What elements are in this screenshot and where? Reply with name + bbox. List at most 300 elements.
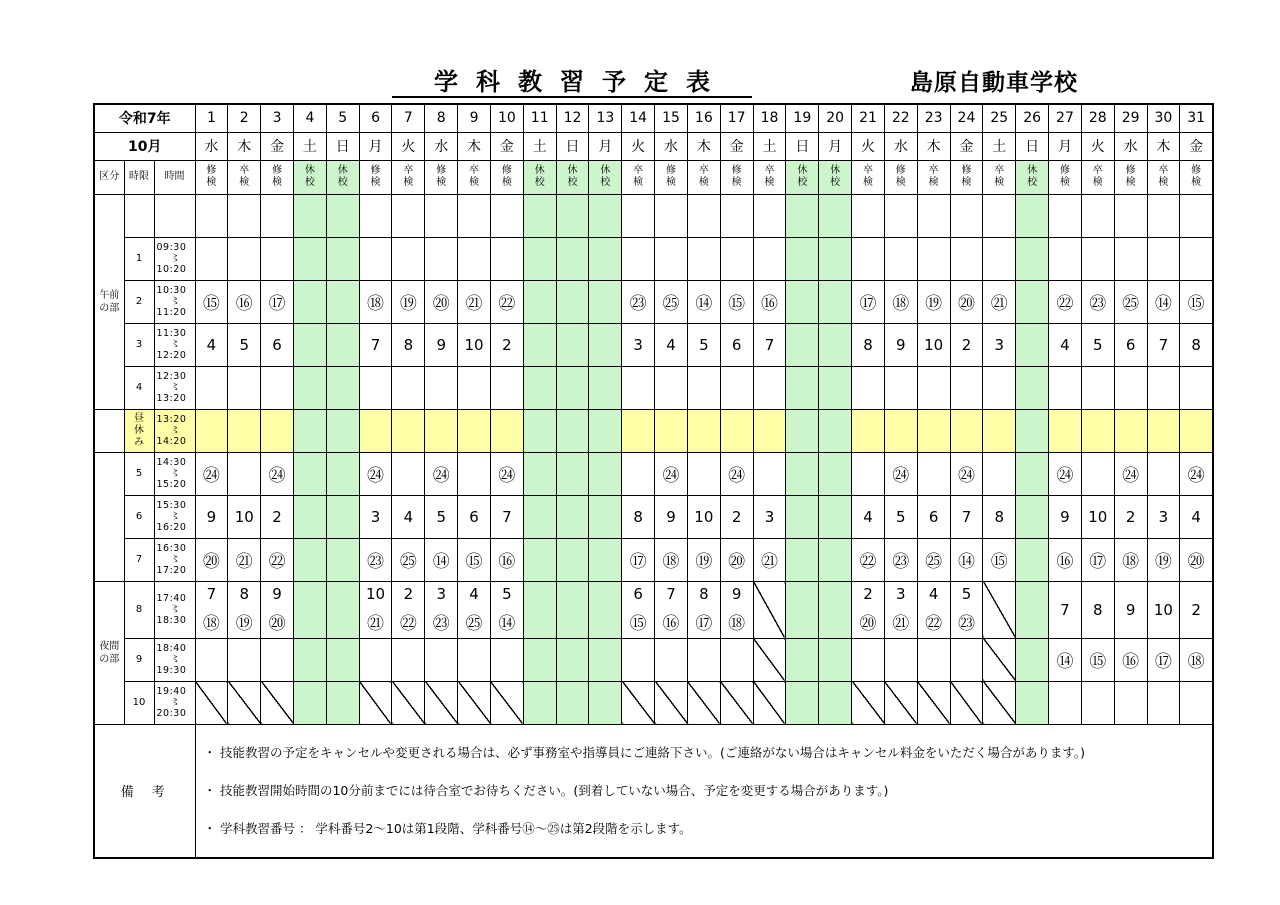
lesson-number: 2 <box>961 336 972 354</box>
schedule-cell <box>786 409 819 452</box>
schedule-cell <box>786 323 819 366</box>
day-number: 19 <box>786 104 819 132</box>
time-line: 14:30 <box>156 457 187 468</box>
schedule-cell <box>228 409 261 452</box>
schedule-cell <box>425 237 458 280</box>
schedule-cell <box>392 495 425 538</box>
period-number: 9 <box>124 638 154 681</box>
schedule-cell <box>884 237 917 280</box>
lesson-number: 7 <box>666 585 676 603</box>
cell-stack <box>360 585 392 634</box>
schedule-cell <box>392 280 425 323</box>
schedule-cell <box>1081 638 1114 681</box>
schedule-cell <box>884 495 917 538</box>
cell-stack <box>425 585 457 634</box>
schedule-cell <box>917 638 950 681</box>
schedule-cell <box>490 538 523 581</box>
schedule-cell <box>950 280 983 323</box>
weekday: 水 <box>655 132 688 160</box>
schedule-cell <box>458 366 491 409</box>
time-line: 15:20 <box>156 479 187 490</box>
schedule-cell <box>983 194 1016 237</box>
section-lunch-blank <box>94 409 124 452</box>
lesson-number: ㉕ <box>399 552 417 572</box>
schedule-cell <box>523 495 556 538</box>
weekday: 火 <box>622 132 655 160</box>
schedule-cell <box>655 237 688 280</box>
schedule-cell <box>884 323 917 366</box>
schedule-cell <box>720 366 753 409</box>
time-line: 17:20 <box>156 565 187 576</box>
schedule-cell <box>1147 237 1180 280</box>
schedule-cell <box>490 366 523 409</box>
period-row <box>94 681 1213 724</box>
period-time <box>154 538 195 581</box>
section-afternoon <box>94 452 124 581</box>
lesson-number: ㉕ <box>1122 294 1140 314</box>
lesson-number: ㉓ <box>892 552 910 572</box>
weekday: 日 <box>786 132 819 160</box>
weekday: 水 <box>1114 132 1147 160</box>
period-time <box>154 194 195 237</box>
schedule-cell <box>1114 237 1147 280</box>
period-number: 4 <box>124 366 154 409</box>
weekday: 金 <box>1180 132 1213 160</box>
time-line: 〻 <box>170 554 181 565</box>
schedule-cell <box>261 280 294 323</box>
schedule-cell <box>556 452 589 495</box>
lesson-number-circled: ⑳ <box>859 614 877 634</box>
weekday: 日 <box>326 132 359 160</box>
period-row <box>94 237 1213 280</box>
schedule-cell <box>917 495 950 538</box>
schedule-cell <box>753 581 786 638</box>
day-type <box>1081 160 1114 194</box>
schedule-cell <box>195 638 228 681</box>
schedule-cell <box>1049 366 1082 409</box>
lesson-number-circled: ⑮ <box>629 614 647 634</box>
schedule-cell <box>1114 409 1147 452</box>
header-kubun: 区分 <box>94 160 124 194</box>
lesson-number: 7 <box>1060 600 1070 619</box>
schedule-cell <box>622 409 655 452</box>
day-type-label: 卒検 <box>698 165 709 188</box>
schedule-cell <box>195 538 228 581</box>
schedule-cell <box>884 194 917 237</box>
lesson-number: ⑱ <box>367 294 385 314</box>
schedule-cell <box>326 409 359 452</box>
schedule-cell <box>720 638 753 681</box>
lesson-number-circled: ⑱ <box>1187 652 1205 672</box>
lesson-number: ⑮ <box>202 294 220 314</box>
schedule-cell <box>556 409 589 452</box>
schedule-cell <box>293 681 326 724</box>
schedule-cell <box>917 237 950 280</box>
schedule-cell <box>1114 366 1147 409</box>
day-type-label: 修検 <box>370 165 381 188</box>
schedule-table <box>93 103 1214 859</box>
schedule-cell <box>1016 409 1049 452</box>
remark-line: ・ 技能教習の予定をキャンセルや変更される場合は、必ず事務室や指導員にご連絡下さい。(ご連絡がない場合はキャンセル料金をいただく場合があります。) <box>203 744 1085 760</box>
lesson-number: 7 <box>370 336 381 354</box>
lesson-number: ⑰ <box>859 294 877 314</box>
weekday: 火 <box>852 132 885 160</box>
lesson-number: 10 <box>464 336 484 354</box>
schedule-cell <box>261 409 294 452</box>
schedule-cell <box>1180 638 1213 681</box>
schedule-cell <box>1049 581 1082 638</box>
schedule-cell <box>1114 538 1147 581</box>
lesson-number: ⑭ <box>1154 294 1172 314</box>
weekday: 木 <box>458 132 491 160</box>
day-type-label: 休校 <box>797 165 808 188</box>
schedule-cell <box>326 452 359 495</box>
lesson-number-circled: ㉕ <box>465 614 483 634</box>
schedule-cell <box>523 194 556 237</box>
schedule-cell <box>1081 237 1114 280</box>
schedule-cell <box>884 280 917 323</box>
schedule-cell <box>917 194 950 237</box>
time-line: 〻 <box>170 468 181 479</box>
time-line: 〻 <box>170 604 181 615</box>
day-type <box>622 160 655 194</box>
lesson-number: ⑳ <box>202 552 220 572</box>
schedule-cell <box>359 366 392 409</box>
day-type-label: 修検 <box>666 165 676 188</box>
lesson-number: ⑰ <box>268 294 286 314</box>
schedule-cell <box>556 581 589 638</box>
time-line: 13:20 <box>156 393 187 404</box>
schedule-cell <box>852 538 885 581</box>
time-line: 19:30 <box>156 665 187 676</box>
schedule-cell <box>228 581 261 638</box>
lesson-number: 7 <box>1158 336 1169 354</box>
day-type-label: 修検 <box>961 165 972 188</box>
time-line: 〻 <box>170 425 181 436</box>
schedule-cell <box>819 452 852 495</box>
time-line: 12:30 <box>156 371 187 382</box>
cell-stack <box>261 585 293 634</box>
lesson-number: ㉔ <box>957 466 975 486</box>
schedule-cell <box>425 638 458 681</box>
schedule-cell <box>983 366 1016 409</box>
day-number: 27 <box>1049 104 1082 132</box>
schedule-cell <box>359 409 392 452</box>
schedule-cell <box>261 452 294 495</box>
remarks-label: 備考 <box>94 724 195 858</box>
schedule-cell <box>523 581 556 638</box>
time-line: 09:30 <box>156 242 187 253</box>
schedule-cell <box>392 538 425 581</box>
schedule-cell <box>228 323 261 366</box>
section-morning: 午前の部 <box>94 194 124 409</box>
lesson-number: ⑯ <box>1056 552 1074 572</box>
cell-stack <box>491 585 523 634</box>
schedule-cell <box>458 581 491 638</box>
schedule-cell <box>589 323 622 366</box>
day-type-label: 休校 <box>534 165 545 188</box>
schedule-cell <box>950 495 983 538</box>
schedule-cell <box>720 194 753 237</box>
cell-stack <box>1082 601 1114 619</box>
schedule-cell <box>753 323 786 366</box>
cell-stack <box>721 585 753 634</box>
schedule-cell <box>753 452 786 495</box>
day-type-label: 卒検 <box>1158 165 1169 188</box>
schedule-cell <box>490 452 523 495</box>
lesson-number: 7 <box>206 585 217 603</box>
day-type <box>852 160 885 194</box>
schedule-cell <box>458 681 491 724</box>
day-number: 12 <box>556 104 589 132</box>
schedule-cell <box>261 681 294 724</box>
lesson-number: ㉔ <box>1122 466 1140 486</box>
schedule-cell <box>556 280 589 323</box>
schedule-cell <box>983 280 1016 323</box>
header-day-row <box>94 104 1213 132</box>
period-row <box>94 581 1213 638</box>
time-line: 〻 <box>170 296 181 307</box>
schedule-cell <box>556 323 589 366</box>
day-number: 23 <box>917 104 950 132</box>
schedule-cell <box>523 452 556 495</box>
schedule-cell <box>556 366 589 409</box>
day-type-label: 卒検 <box>862 165 873 188</box>
schedule-cell <box>655 495 688 538</box>
schedule-cell <box>293 452 326 495</box>
day-type <box>425 160 458 194</box>
cell-stack <box>885 585 917 634</box>
schedule-cell <box>884 681 917 724</box>
lesson-number: ㉑ <box>990 294 1008 314</box>
schedule-cell <box>753 280 786 323</box>
time-line: 〻 <box>170 253 181 264</box>
schedule-cell <box>1016 495 1049 538</box>
schedule-cell <box>458 452 491 495</box>
cell-stack <box>688 585 720 634</box>
schedule-cell <box>622 194 655 237</box>
lesson-number: 8 <box>1093 600 1103 619</box>
schedule-cell <box>261 638 294 681</box>
schedule-cell <box>819 409 852 452</box>
time-line: 11:20 <box>156 307 187 318</box>
lesson-number: ㉔ <box>662 466 680 486</box>
month-label: 10月 <box>94 132 195 160</box>
era-label: 令和7年 <box>94 104 195 132</box>
lesson-number: 10 <box>234 508 254 526</box>
schedule-cell <box>786 538 819 581</box>
lesson-number: ⑭ <box>695 294 713 314</box>
schedule-cell <box>1114 681 1147 724</box>
lesson-number: 5 <box>502 585 512 603</box>
schedule-cell <box>326 538 359 581</box>
cell-stack <box>196 585 228 634</box>
day-type <box>293 160 326 194</box>
lesson-number-circled: ㉒ <box>399 614 417 634</box>
schedule-cell <box>720 538 753 581</box>
day-type <box>228 160 261 194</box>
schedule-cell <box>819 237 852 280</box>
header-weekday-row <box>94 132 1213 160</box>
schedule-cell <box>687 409 720 452</box>
schedule-cell <box>1081 409 1114 452</box>
lesson-number: 10 <box>366 585 386 603</box>
lesson-number: 9 <box>666 508 676 526</box>
schedule-cell <box>359 581 392 638</box>
schedule-cell <box>195 323 228 366</box>
schedule-cell <box>1049 638 1082 681</box>
lesson-number: ㉓ <box>367 552 385 572</box>
schedule-cell <box>1016 237 1049 280</box>
lesson-number: ⑲ <box>695 552 713 572</box>
day-type <box>195 160 228 194</box>
schedule-cell <box>228 237 261 280</box>
schedule-cell <box>228 280 261 323</box>
day-number: 29 <box>1114 104 1147 132</box>
schedule-cell <box>261 538 294 581</box>
schedule-cell <box>884 638 917 681</box>
schedule-cell <box>852 194 885 237</box>
schedule-cell <box>687 538 720 581</box>
period-time <box>154 237 195 280</box>
schedule-cell <box>753 638 786 681</box>
schedule-cell <box>556 495 589 538</box>
schedule-cell <box>1049 495 1082 538</box>
time-line: 16:30 <box>156 543 187 554</box>
schedule-cell <box>490 194 523 237</box>
schedule-cell <box>458 280 491 323</box>
day-type <box>950 160 983 194</box>
schedule-cell <box>1180 323 1213 366</box>
day-type-label: 修検 <box>1059 165 1070 188</box>
day-type-label: 修検 <box>1191 165 1202 188</box>
day-type <box>983 160 1016 194</box>
lesson-number: ⑮ <box>990 552 1008 572</box>
lesson-number: ⑳ <box>432 294 450 314</box>
day-type <box>490 160 523 194</box>
schedule-cell <box>852 237 885 280</box>
schedule-cell <box>753 194 786 237</box>
period-row <box>94 409 1213 452</box>
lesson-number-circled: ⑰ <box>1154 652 1172 672</box>
cell-stack <box>655 585 687 634</box>
day-type-label: 休校 <box>830 165 841 188</box>
schedule-cell <box>1016 366 1049 409</box>
schedule-cell <box>917 409 950 452</box>
schedule-cell <box>1081 681 1114 724</box>
schedule-cell <box>261 581 294 638</box>
schedule-cell <box>1180 237 1213 280</box>
schedule-cell <box>359 237 392 280</box>
day-type-label: 卒検 <box>633 165 644 188</box>
schedule-cell <box>622 280 655 323</box>
schedule-cell <box>359 681 392 724</box>
schedule-cell <box>884 538 917 581</box>
time-line: 11:30 <box>156 328 187 339</box>
schedule-cell <box>1114 194 1147 237</box>
day-number: 16 <box>687 104 720 132</box>
schedule-cell <box>687 366 720 409</box>
day-number: 1 <box>195 104 228 132</box>
lesson-number: 10 <box>924 336 944 354</box>
schedule-cell <box>917 323 950 366</box>
schedule-cell <box>589 538 622 581</box>
schedule-cell <box>326 280 359 323</box>
lesson-number: 4 <box>666 336 676 354</box>
schedule-cell <box>1180 452 1213 495</box>
schedule-cell <box>293 409 326 452</box>
schedule-cell <box>228 194 261 237</box>
schedule-cell <box>950 237 983 280</box>
time-line: 〻 <box>170 654 181 665</box>
lesson-number: ⑳ <box>728 552 746 572</box>
day-type <box>917 160 950 194</box>
schedule-cell <box>917 280 950 323</box>
lesson-number: ㉕ <box>662 294 680 314</box>
lesson-number: ⑰ <box>1089 552 1107 572</box>
day-type-label: 卒検 <box>469 165 480 188</box>
day-number: 17 <box>720 104 753 132</box>
day-type-label: 休校 <box>304 165 315 188</box>
schedule-cell <box>261 323 294 366</box>
schedule-cell <box>523 681 556 724</box>
schedule-cell <box>1081 366 1114 409</box>
schedule-cell <box>753 237 786 280</box>
period-number: 5 <box>124 452 154 495</box>
schedule-cell <box>359 452 392 495</box>
day-type <box>1180 160 1213 194</box>
schedule-cell <box>786 452 819 495</box>
schedule-cell <box>753 409 786 452</box>
lesson-number: 5 <box>436 508 446 526</box>
schedule-cell <box>326 681 359 724</box>
lesson-number: 4 <box>403 508 414 526</box>
day-number: 9 <box>458 104 491 132</box>
lesson-number: ⑲ <box>925 294 943 314</box>
schedule-cell <box>983 581 1016 638</box>
schedule-cell <box>720 495 753 538</box>
remark-line: ・ 技能教習開始時間の10分前までには待合室でお待ちください。(到着していない場合、予定を変更する場合があります。) <box>203 782 889 798</box>
schedule-cell <box>950 681 983 724</box>
schedule-cell <box>1049 409 1082 452</box>
time-line: 10:20 <box>156 264 187 275</box>
schedule-cell <box>687 323 720 366</box>
schedule-cell <box>1147 638 1180 681</box>
lesson-number: 9 <box>206 508 217 526</box>
weekday: 金 <box>720 132 753 160</box>
day-type-label: 修検 <box>436 165 447 188</box>
lesson-number-circled: ⑭ <box>498 614 516 634</box>
schedule-cell <box>1180 581 1213 638</box>
period-time <box>154 681 195 724</box>
lesson-number-circled: ⑰ <box>695 614 713 634</box>
schedule-cell <box>1147 323 1180 366</box>
cell-stack <box>1148 601 1180 619</box>
period-number <box>124 194 154 237</box>
weekday: 木 <box>917 132 950 160</box>
schedule-cell <box>490 638 523 681</box>
lesson-number: 6 <box>731 336 742 354</box>
lesson-number: ⑮ <box>728 294 746 314</box>
schedule-cell <box>1180 280 1213 323</box>
schedule-cell <box>523 409 556 452</box>
lesson-number: 8 <box>1191 336 1201 354</box>
weekday: 木 <box>1147 132 1180 160</box>
schedule-cell <box>523 237 556 280</box>
schedule-cell <box>1049 194 1082 237</box>
schedule-cell <box>1049 681 1082 724</box>
schedule-cell <box>1016 452 1049 495</box>
